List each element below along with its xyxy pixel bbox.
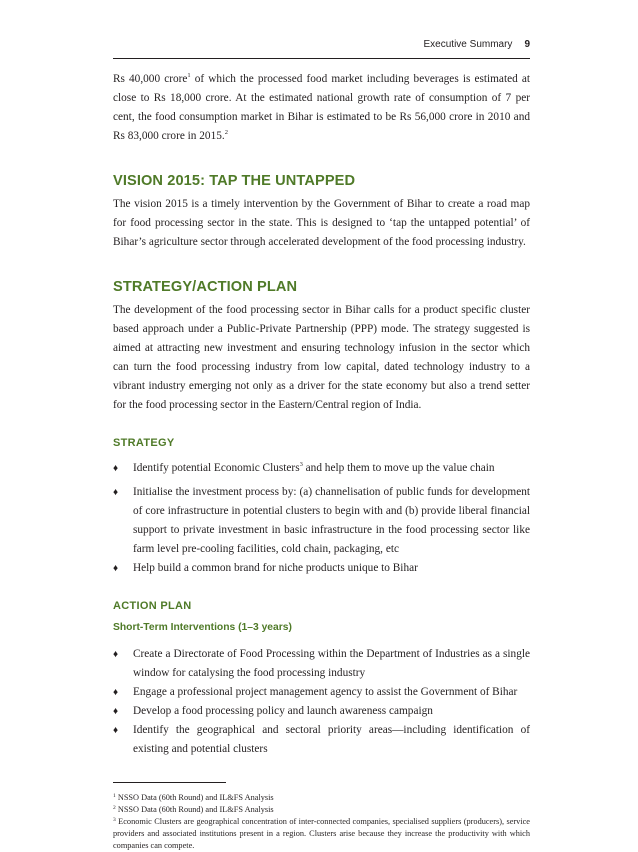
diamond-bullet-icon: ♦: [113, 725, 119, 736]
strategy-action-plan-paragraph: The development of the food processing sector in Bihar calls for a product specific cluster based approach under a Public-Private Partnership (PPP) mode. The strategy suggested is aimed at attracting new investment and ensuring technology infusion in the sector which can turn the food processing industry from low capital, dated technology industry to a vibrant industry emerging not only as a driver for the state economy but also a trend setter for the food processing sector in the Eastern/Central region of India.: [113, 304, 530, 411]
action-plan-list: [113, 645, 530, 759]
page-content: [113, 70, 530, 852]
intro-text-end: of which the processed food market including beverages is estimated at close to Rs 18,000 crore. At the estimated national growth rate of consumption of 7 per cent, the food consumption market in Bihar is estimated to be Rs 56,000 crore in 2010 and Rs 83,000 crore in 2015.: [113, 73, 530, 142]
action-plan-heading: ACTION PLAN: [113, 600, 192, 612]
list-item-text: Identify the geographical and sectoral priority areas—including identification of existing and potential clusters: [133, 724, 530, 755]
header-title: Executive Summary: [423, 39, 513, 50]
footnote-number: 1: [113, 793, 116, 799]
list-item: [113, 483, 530, 559]
strategy-heading: STRATEGY: [113, 437, 175, 449]
footnote-ref-1[interactable]: 1: [187, 72, 191, 79]
footnote-text: Economic Clusters are geographical concentration of inter-connected companies, specialised suppliers (producers), service providers and associated institutions present in a region. Clusters arise because they increase the productivity with which companies can compete.: [113, 817, 530, 850]
list-item: [113, 721, 530, 759]
list-item-text: Identify potential Economic Clusters: [133, 462, 300, 474]
footnote-text: NSSO Data (60th Round) and IL&FS Analysis: [115, 805, 274, 814]
footnote-ref-2[interactable]: 2: [224, 129, 228, 136]
vision-heading: VISION 2015: TAP THE UNTAPPED: [113, 173, 356, 189]
diamond-bullet-icon: ♦: [113, 649, 119, 660]
list-item-text: Develop a food processing policy and launch awareness campaign: [133, 705, 433, 717]
footnote-number: 3: [113, 817, 116, 823]
diamond-bullet-icon: ♦: [113, 563, 119, 574]
list-item-text: Create a Directorate of Food Processing within the Department of Industries as a single window for catalysing the food processing industry: [133, 648, 530, 679]
footnote-2: [113, 804, 530, 816]
diamond-bullet-icon: ♦: [113, 687, 119, 698]
footnote-3: [113, 816, 530, 852]
list-item: [113, 459, 530, 478]
intro-text-start: Rs 40,000 crore: [113, 73, 188, 85]
page-number: 9: [524, 39, 530, 50]
footnote-number: 2: [113, 805, 116, 811]
list-item: [113, 683, 530, 702]
list-item-text: Engage a professional project management agency to assist the Government of Bihar: [133, 686, 518, 698]
footnote-ref-3[interactable]: 3: [299, 461, 303, 468]
list-item-text: and help them to move up the value chain: [302, 462, 495, 474]
footnote-rule: [113, 782, 226, 783]
strategy-list: [113, 459, 530, 578]
list-item: [113, 702, 530, 721]
footnote-1: [113, 792, 530, 804]
list-item-text: Initialise the investment process by: (a) channelisation of public funds for development of core infrastructure in potential clusters to begin with and (b) provide liberal financial support to private investment in basic infrastructure in the food processing sector like farm level pre-cooling facilities, cold chain, packaging, etc: [133, 486, 530, 555]
list-item: [113, 559, 530, 578]
list-item: [113, 645, 530, 683]
diamond-bullet-icon: ♦: [113, 463, 119, 474]
diamond-bullet-icon: ♦: [113, 487, 119, 498]
header-rule: [113, 58, 530, 59]
intro-paragraph: [113, 70, 530, 146]
running-header: [424, 39, 530, 50]
list-item-text: Help build a common brand for niche products unique to Bihar: [133, 562, 418, 574]
footnote-text: NSSO Data (60th Round) and IL&FS Analysis: [115, 793, 274, 802]
strategy-action-plan-heading: STRATEGY/ACTION PLAN: [113, 279, 298, 295]
short-term-subheading: Short-Term Interventions (1–3 years): [113, 622, 292, 633]
vision-paragraph: The vision 2015 is a timely intervention by the Government of Bihar to create a road map for food processing sector in the state. This is designed to ‘tap the untapped potential’ of Bihar’s agriculture sector through accelerated development of the food processing industry.: [113, 198, 530, 248]
diamond-bullet-icon: ♦: [113, 706, 119, 717]
